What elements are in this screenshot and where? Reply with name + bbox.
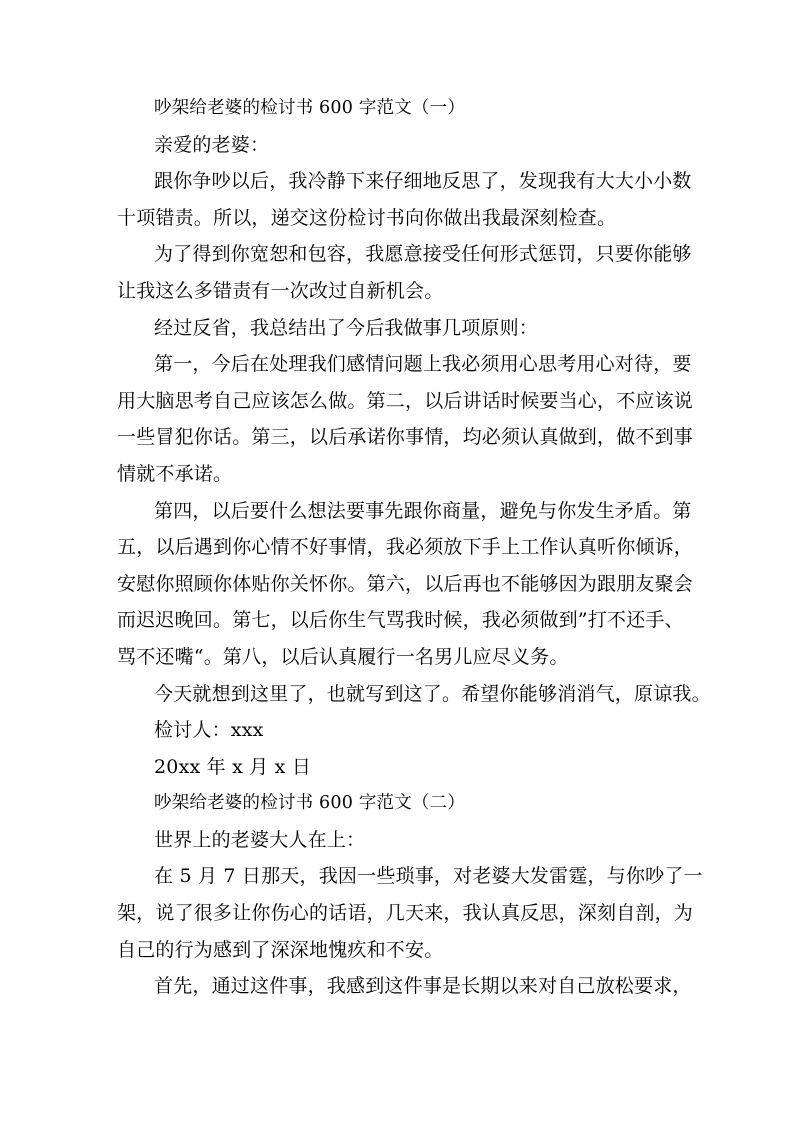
paragraph-line: 经过反省，我总结出了今后我做事几项原则： (154, 316, 539, 339)
paragraph-line: 为了得到你宽恕和包容，我愿意接受任何形式惩罚，只要你能够 (154, 243, 692, 266)
paragraph-line: 情就不承诺。 (117, 462, 233, 485)
paragraph-line: 骂不还嘴“。第八，以后认真履行一名男儿应尽义务。 (117, 645, 569, 668)
salutation-1: 亲爱的老婆： (154, 133, 270, 156)
paragraph-line: 首先，通过这件事，我感到这件事是长期以来对自己放松要求， (154, 975, 692, 998)
section-title-2: 吵架给老婆的检讨书 600 字范文（二） (154, 793, 466, 814)
signature-line: 检讨人：xxx (154, 719, 264, 742)
date-line: 20xx 年 x 月 x 日 (154, 755, 312, 778)
paragraph-line: 第四，以后要什么想法要事先跟你商量，避免与你发生矛盾。第 (154, 499, 692, 522)
section-title-1: 吵架给老婆的检讨书 600 字范文（一） (154, 98, 466, 118)
paragraph-line: 第一，今后在处理我们感情问题上我必须用心思考用心对待，要 (154, 353, 692, 376)
paragraph-line: 架，说了很多让你伤心的话语，几天来，我认真反思，深刻自剖，为 (117, 902, 694, 925)
paragraph-line: 用大脑思考自己应该怎么做。第二，以后讲话时候要当心，不应该说 (117, 389, 694, 412)
document-page (117, 90, 711, 1005)
salutation-2: 世界上的老婆大人在上： (154, 828, 366, 851)
paragraph-line: 让我这么多错责有一次改过自新机会。 (117, 279, 444, 302)
paragraph-line: 今天就想到这里了，也就写到这了。希望你能够消消气，原谅我。 (154, 682, 711, 705)
paragraph-line: 十项错责。所以，递交这份检讨书向你做出我最深刻检查。 (117, 206, 617, 229)
paragraph-line: 在 5 月 7 日那天，我因一些琐事，对老婆大发雷霆，与你吵了一 (154, 865, 703, 888)
paragraph-line: 安慰你照顾你体贴你关怀你。第六，以后再也不能够因为跟朋友聚会 (117, 572, 694, 595)
paragraph-line: 五，以后遇到你心情不好事情，我必须放下手上工作认真听你倾诉， (117, 536, 694, 559)
paragraph-line: 而迟迟晚回。第七，以后你生气骂我时候，我必须做到”打不还手、 (117, 609, 684, 632)
paragraph-line: 一些冒犯你话。第三，以后承诺你事情，均必须认真做到，做不到事 (117, 426, 694, 449)
paragraph-line: 自己的行为感到了深深地愧疚和不安。 (117, 938, 444, 961)
paragraph-line: 跟你争吵以后，我冷静下来仔细地反思了，发现我有大大小小数 (154, 170, 692, 193)
